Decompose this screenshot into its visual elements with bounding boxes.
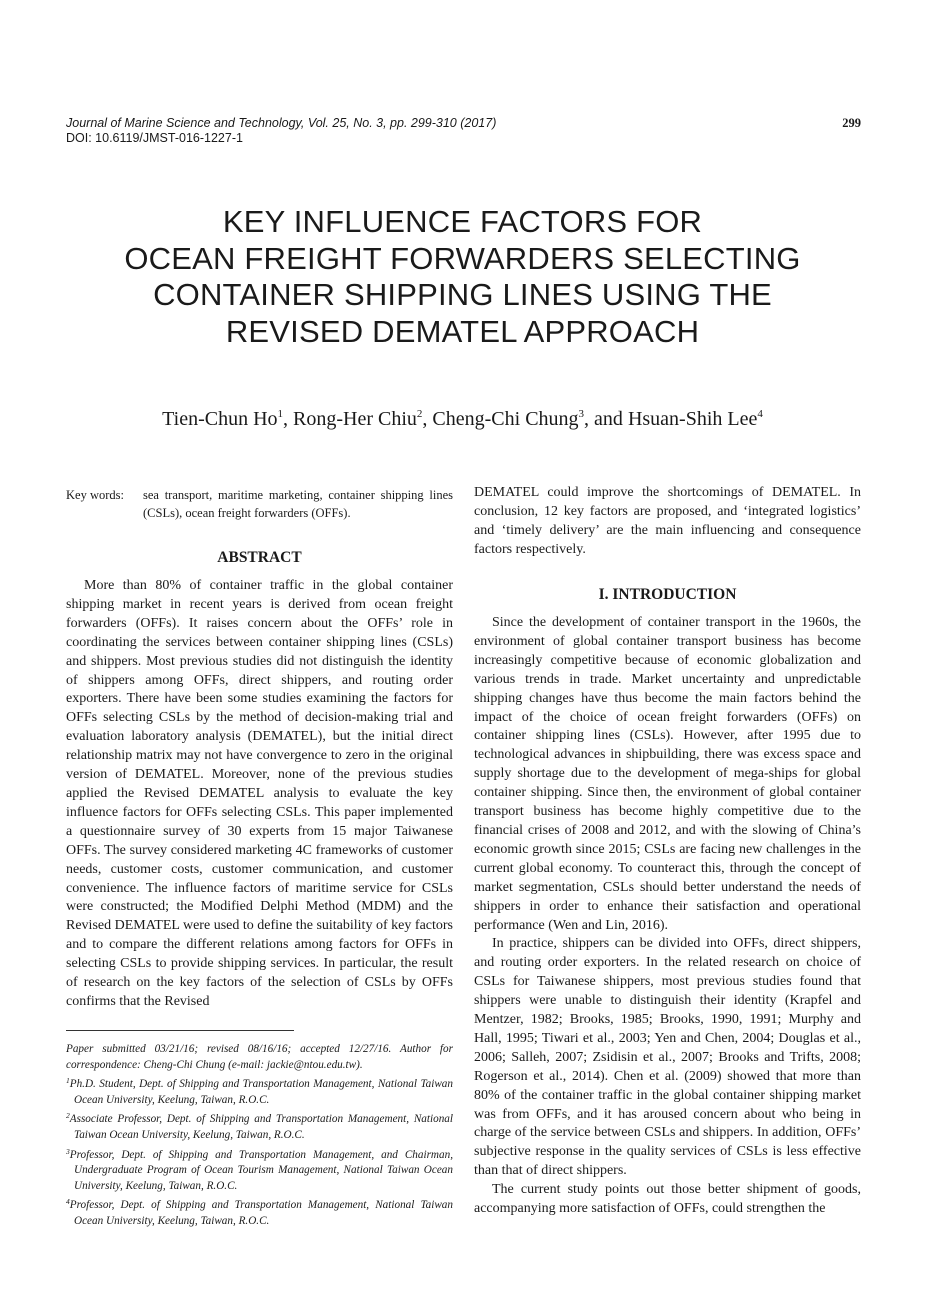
abstract-body	[66, 577, 453, 1012]
keywords-text: sea transport, maritime marketing, container shipping lines (CSLs), ocean freight forwarders (OFFs).	[143, 488, 453, 520]
footnote-text: Professor, Dept. of Shipping and Transportation Management, National Taiwan Ocean University, Keelung, Taiwan, R.O.C.	[69, 1199, 453, 1227]
title-line: OCEAN FREIGHT FORWARDERS SELECTING	[124, 240, 801, 276]
author-affiliation-mark: 1	[277, 408, 284, 420]
journal-citation: Journal of Marine Science and Technology, Vol. 25, No. 3, pp. 299-310 (2017)	[66, 116, 497, 130]
author-separator: ,	[422, 408, 433, 430]
author-name: Rong-Her Chiu	[293, 408, 417, 430]
author-separator: ,	[283, 408, 294, 430]
affiliation-footnote	[66, 1144, 453, 1195]
author-name: Hsuan-Shih Lee	[627, 408, 758, 430]
page-number: 299	[842, 116, 861, 130]
author-separator: , and	[584, 408, 628, 430]
intro-paragraph: The current study points out those better shipment of goods, accompanying more satisfaction of OFFs, could strengthen the	[474, 1182, 861, 1217]
doi: DOI: 10.6119/JMST-016-1227-1	[66, 131, 243, 145]
footnotes	[66, 1042, 453, 1230]
footnote-text: Professor, Dept. of Shipping and Transportation Management, and Chairman, Undergraduate Program of Ocean Tourism Management, National Taiwan Ocean University, Keelung, Taiwan, R.O.C.	[69, 1148, 453, 1192]
keywords-block	[66, 486, 453, 522]
footnote-mark: 4	[66, 1197, 70, 1207]
intro-paragraph: In practice, shippers can be divided into OFFs, direct shippers, and routing order exporters. In the related research on choice of CSLs for Taiwanese shippers, most previous studies found that shippers were unable to distinguish their identity (Krapfel and Mentzer, 1982; Brooks, 1985; Brooks, 1990, 1991; Murphy and Hall, 1995; Tiwari et al., 2003; Yen and Chen, 2004; Douglas et al., 2006; Salleh, 2007; Zsidisin et al., 2007; Brooks and Trifts, 2008; Rogerson et al., 2014). Chen et al. (2009) showed that more than 80% of the container traffic in the global container shipping market was from OFFs, and it has aroused concern about who being in charge of the service between CSLs and shippers. In addition, OFFs’ subjective response in the quality services of CSLs is less effective than that of direct shippers.	[474, 936, 861, 1179]
submission-note: Paper submitted 03/21/16; revised 08/16/16; accepted 12/27/16. Author for correspondence: Cheng-Chi Chung (e-mail: jackie@ntou.edu.tw).	[66, 1043, 453, 1071]
paper-title	[60, 204, 865, 350]
footnote-mark: 3	[66, 1146, 70, 1156]
author-affiliation-mark: 4	[757, 408, 763, 420]
affiliation-footnote	[66, 1194, 453, 1229]
introduction-body	[474, 614, 861, 1219]
abstract-continuation	[474, 484, 861, 560]
title-line: CONTAINER SHIPPING LINES USING THE	[153, 277, 772, 313]
affiliation-footnote	[66, 1073, 453, 1108]
footnote-rule	[66, 1030, 294, 1031]
abstract-heading: ABSTRACT	[217, 549, 302, 566]
title-line: KEY INFLUENCE FACTORS FOR	[222, 204, 703, 239]
author-affiliation-mark: 2	[416, 408, 423, 420]
intro-paragraph: Since the development of container transport in the 1960s, the environment of global container transport business has become increasingly competitive because of economic globalization and various trends in trade. Market uncertainty and unpredictable shipping changes have thus become the main factors behind the impact of the choice of ocean freight forwarders (OFFs) on container shipping lines (CSLs). However, after 1995 due to technological advances in shipbuilding, there was excess space and supply shortage due to the development of mega-ships for global container shipping. Since then, the environment of global container transport business has become highly competitive due to the financial crises of 2008 and 2012, and with the slowing of China’s economic growth since 2015; CSLs are facing new challenges in the current global economy. To counteract this, through the concept of market segmentation, CSLs should better understand the needs of shippers in order to enhance their satisfaction and operational performance (Wen and Lin, 2016).	[474, 615, 861, 933]
footnote-text: Ph.D. Student, Dept. of Shipping and Transportation Management, National Taiwan Ocean University, Keelung, Taiwan, R.O.C.	[69, 1078, 453, 1106]
abstract-continuation-text: DEMATEL could improve the shortcomings of DEMATEL. In conclusion, 12 key factors are proposed, and ‘integrated logistics’ and ‘timely delivery’ are the main influencing and consequence factors respectively.	[474, 485, 861, 557]
title-line: REVISED DEMATEL APPROACH	[225, 313, 700, 349]
footnote-mark: 1	[66, 1076, 70, 1086]
author-name: Tien-Chun Ho	[162, 408, 278, 430]
author-affiliation-mark: 3	[578, 408, 585, 420]
abstract-paragraph: More than 80% of container traffic in the global container shipping market in recent years is derived from ocean freight forwarders (OFFs). It raises concern about the OFFs’ role in coordinating the services between container shipping lines (CSLs) and shippers. Most previous studies did not distinguish the identity of shippers among OFFs, direct shippers, and routing order exporters. There have been some studies examining the factors for OFFs selecting CSLs by the method of decision-making trial and evaluation laboratory analysis (DEMATEL), but the initial direct relationship matrix may not have convergence to zero in the original version of DEMATEL. Moreover, none of the previous studies applied the Revised DEMATEL analysis to evaluate the key influence factors for OFFs selecting CSLs. This paper implemented a questionnaire survey of 30 experts from 15 major Taiwanese OFFs. The survey considered marketing 4C frameworks of customer needs, customer costs, customer communication, and customer convenience. The influence factors of maritime service for CSLs were constructed; the Modified Delphi Method (MDM) and the Revised DEMATEL were used to define the suitability of key factors and to compare the different relations among factors for OFFs in selecting CSLs to provide shipping services. In particular, the result of research on the key factors of the selection of CSLs by OFFs confirms that the Revised	[66, 578, 453, 1009]
introduction-heading: I. INTRODUCTION	[598, 586, 737, 603]
author-name: Cheng-Chi Chung	[432, 408, 579, 430]
keywords-label: Key words:	[66, 488, 124, 502]
footnote-mark: 2	[66, 1111, 70, 1121]
footnote-text: Associate Professor, Dept. of Shipping and Transportation Management, National Taiwan Ocean University, Keelung, Taiwan, R.O.C.	[69, 1113, 453, 1141]
author-list	[60, 408, 865, 431]
affiliation-footnote	[66, 1108, 453, 1143]
